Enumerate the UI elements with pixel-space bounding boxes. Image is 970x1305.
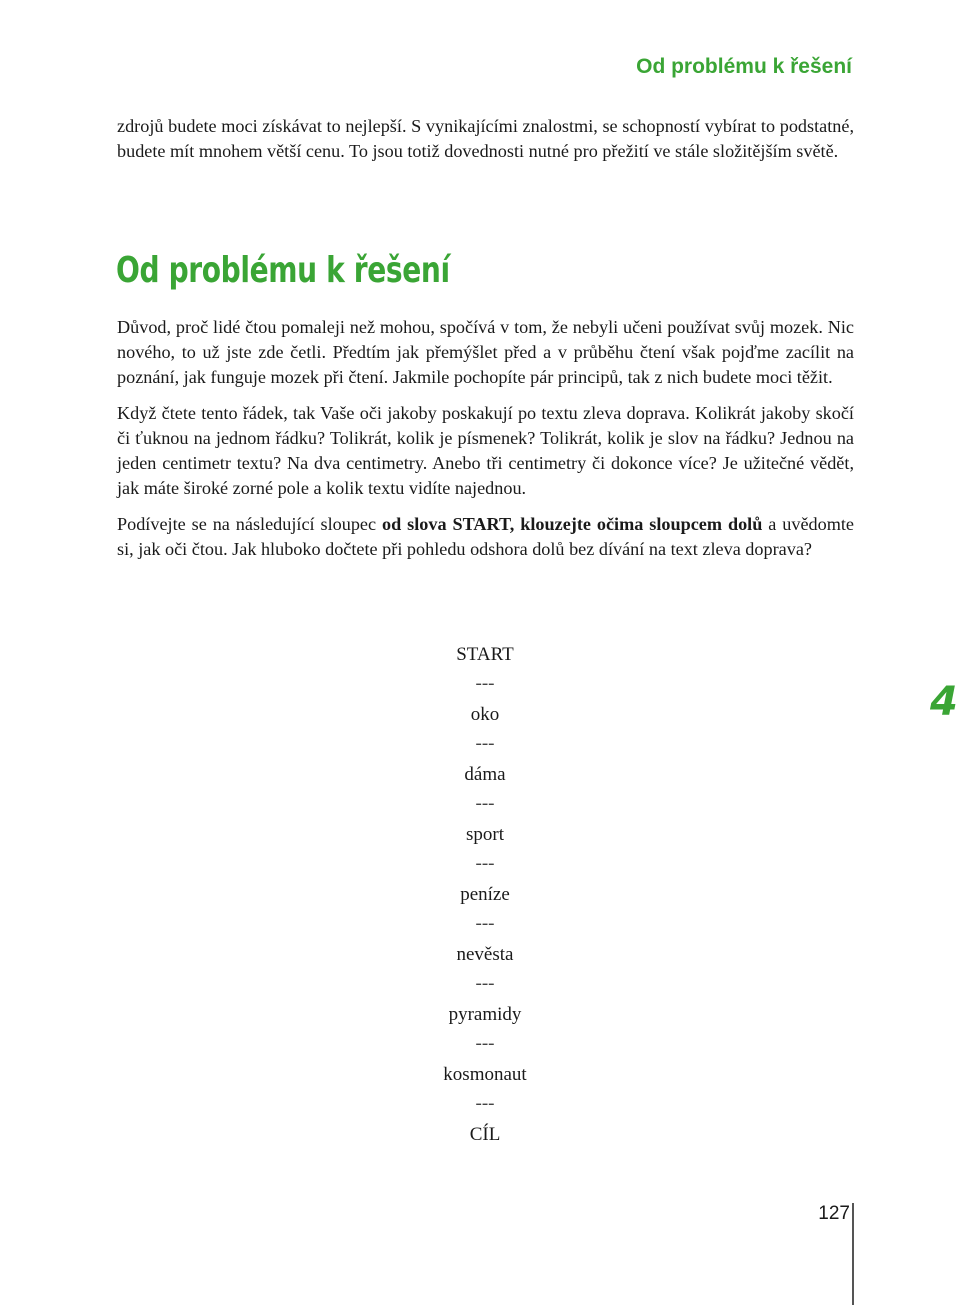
section-body	[117, 315, 854, 573]
page-number: 127	[818, 1203, 850, 1224]
column-separator: ---	[475, 973, 495, 994]
column-word: dáma	[464, 764, 506, 785]
column-separator: ---	[475, 793, 495, 814]
paragraph-3-bold: od slova START, klouzejte očima sloupcem dolů	[382, 514, 763, 534]
chapter-number-tab: 4	[930, 679, 958, 725]
intro-text	[117, 114, 854, 175]
column-word: sport	[466, 824, 504, 845]
column-word: pyramidy	[448, 1004, 522, 1025]
column-separator: ---	[475, 733, 495, 754]
column-separator: ---	[475, 1093, 495, 1114]
paragraph-1: Důvod, proč lidé čtou pomaleji než mohou, spočívá v tom, že nebyli učeni používat svůj mozek. Nic nového, to už jste zde četli. Předtím jak přemýšlet před a v průběhu čtení však pojďme zacílit na poznání, jak funguje mozek při čtení. Jakmile pochopíte pár principů, tak z nich budete moci těžit.	[117, 317, 854, 387]
page-number-rule	[852, 1203, 854, 1305]
column-separator: ---	[475, 913, 495, 934]
section-heading: Od problému k řešení	[116, 250, 450, 291]
running-header-title: Od problému k řešení	[636, 55, 852, 78]
column-word: kosmonaut	[443, 1064, 527, 1085]
column-word: nevěsta	[456, 944, 514, 965]
column-word: peníze	[460, 884, 510, 905]
paragraph-2: Když čtete tento řádek, tak Vaše oči jakoby poskakují po textu zleva doprava. Kolikrát jakoby skočí či ťuknou na jednom řádku? Tolikrát, kolik je písmenek? Tolikrát, kolik je slov na řádku? Jednou na jeden centimetr textu? Na dva centimetry. Anebo tři centimetry či dokonce více? Je užitečné vědět, jak máte široké zorné pole a kolik textu vidíte najednou.	[117, 403, 854, 498]
column-separator: ---	[475, 673, 495, 694]
paragraph-3-start: Podívejte se na následující sloupec	[117, 514, 382, 534]
column-word: CÍL	[469, 1124, 501, 1145]
word-column	[385, 640, 585, 1150]
intro-paragraph: zdrojů budete moci získávat to nejlepší. S vynikajícími znalostmi, se schopností vybírat to podstatné, budete mít mnohem větší cenu. To jsou totiž dovednosti nutné pro přežití ve stále složitějším světě.	[117, 116, 854, 161]
paragraph-3	[117, 512, 854, 562]
column-word: START	[456, 644, 514, 665]
column-separator: ---	[475, 853, 495, 874]
column-separator: ---	[475, 1033, 495, 1054]
paragraph-3-end: a uvědomte si, jak oči čtou. Jak hluboko dočtete při pohledu odshora dolů bez dívání na text zleva doprava?	[117, 514, 854, 559]
column-word: oko	[470, 704, 500, 725]
